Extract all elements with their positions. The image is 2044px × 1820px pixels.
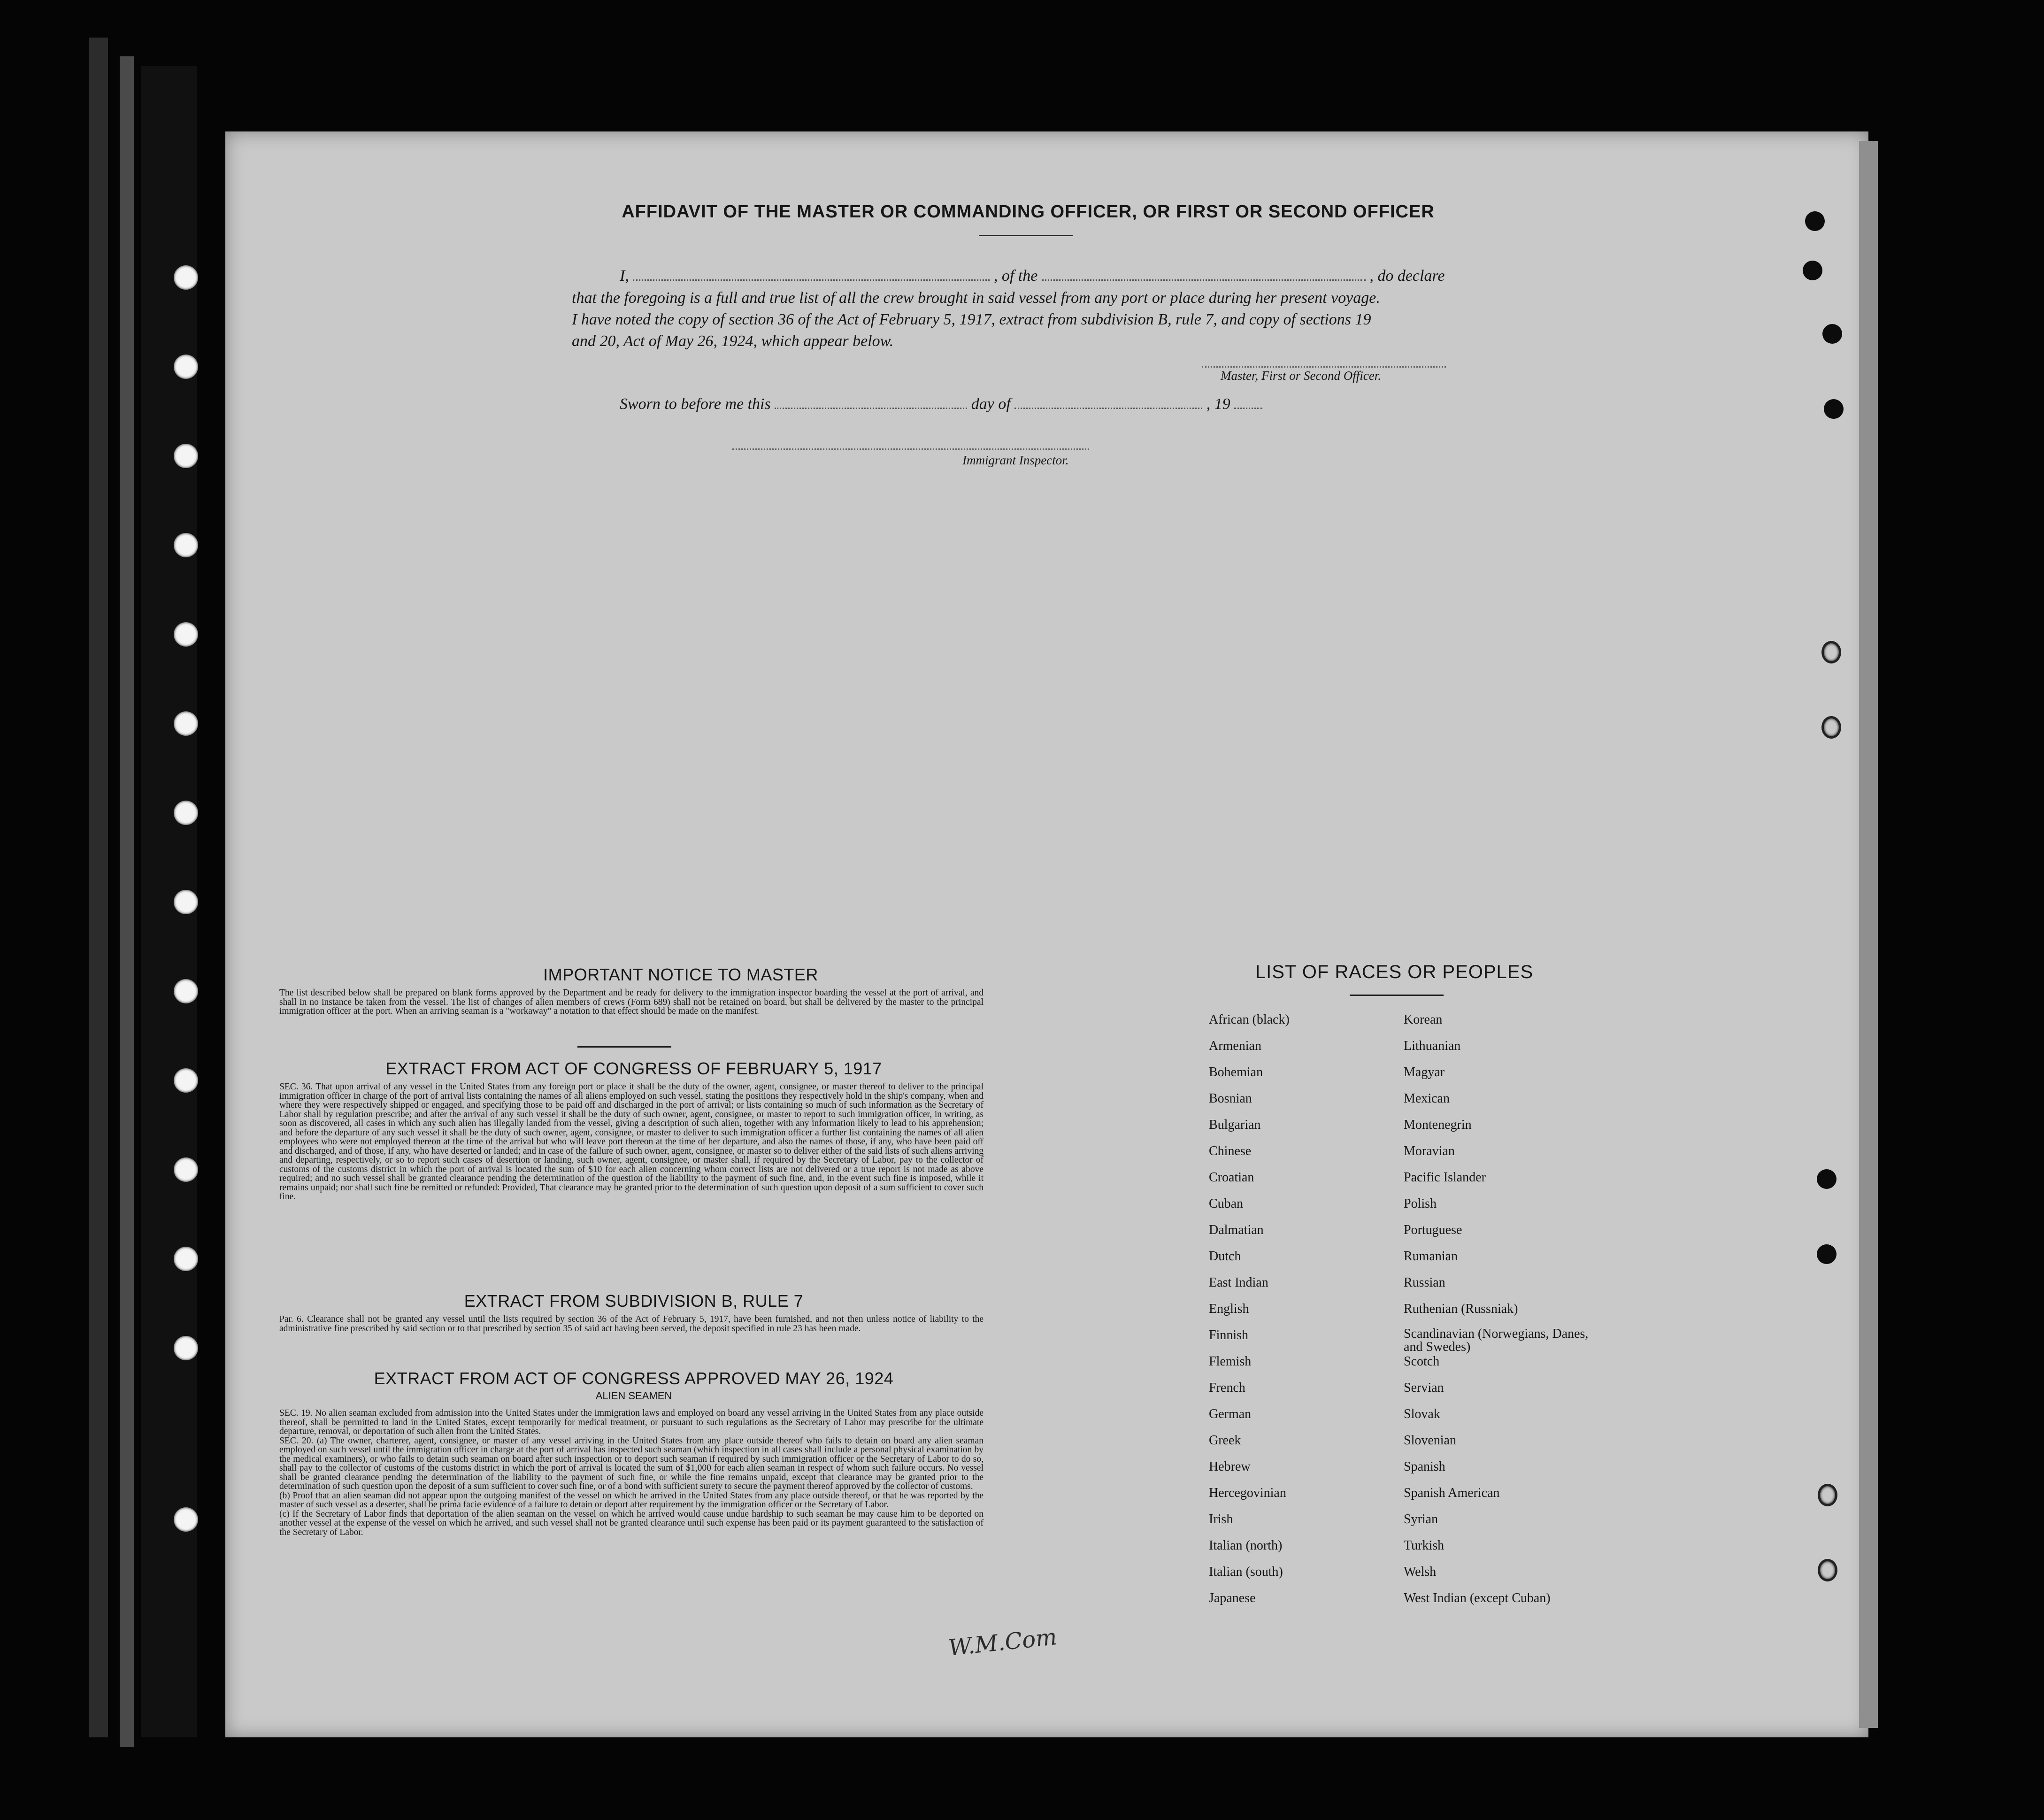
sec-20a-paragraph: SEC. 20. (a) The owner, charterer, agent, consignee, or master of any vessel arriving in the United States from any place outside thereof who fails to detain on board any alien seaman employed on such vessel until the immigration officer in charge at the port of arrival has inspected such seaman (which inspection in all cases shall include a personal physical examination by the medical examiners), or who fails to detain such seaman on board after such inspection or to deport such seaman if required by such immigration officer or the Secretary of Labor to do so, shall pay to the collector of customs of the customs district in which the port of arrival is located the sum of $1,000 for each alien seaman in respect of whom such failure occurs. No vessel shall be granted clearance pending the determination of the liability to the payment of such fine, or while the fine remains unpaid, except that clearance may be granted prior to the determination of such question upon the deposit of a sum sufficient to cover such fine, or of a bond with sufficient surety to secure the payment thereof approved by the collector of customs.: [279, 1435, 984, 1491]
affidavit-title: AFFIDAVIT OF THE MASTER OR COMMANDING OFFICER, OR FIRST OR SECOND OFFICER: [622, 202, 1435, 222]
race-item: East Indian: [1209, 1275, 1268, 1290]
act-1924-text: [279, 1409, 984, 1537]
race-item: Armenian: [1209, 1039, 1261, 1053]
race-item: Slovak: [1404, 1407, 1440, 1421]
races-divider: [1350, 995, 1444, 996]
punch-hole: [1824, 399, 1844, 419]
section-divider: [577, 1046, 671, 1048]
rule-7-title: EXTRACT FROM SUBDIVISION B, RULE 7: [464, 1291, 804, 1311]
race-item: Spanish: [1404, 1459, 1445, 1474]
inspector-caption: Immigrant Inspector.: [962, 453, 1069, 467]
year-text: , 19: [1206, 395, 1230, 413]
race-item: English: [1209, 1302, 1249, 1316]
race-item: Finnish: [1209, 1328, 1249, 1342]
race-item: West Indian (except Cuban): [1404, 1591, 1551, 1605]
binder-hole: [174, 979, 198, 1003]
declaration-i: I,: [620, 267, 629, 285]
binder-hole: [174, 265, 198, 290]
binder-hole: [174, 1507, 198, 1532]
act-1924-title: EXTRACT FROM ACT OF CONGRESS APPROVED MAY 26, 1924: [374, 1369, 894, 1388]
races-left-column: [1209, 1012, 1387, 1617]
binder-hole: [174, 622, 198, 647]
sworn-text: Sworn to before me this: [620, 395, 771, 413]
race-item: Bosnian: [1209, 1091, 1252, 1106]
punch-hole: [1822, 324, 1842, 344]
declaration-of-the: , of the: [993, 267, 1038, 285]
binder-hole: [174, 533, 198, 557]
race-item: Spanish American: [1404, 1486, 1500, 1500]
name-blank: [633, 279, 990, 281]
race-item: Croatian: [1209, 1170, 1254, 1185]
day-of-text: day of: [971, 395, 1011, 413]
title-divider: [979, 235, 1073, 236]
race-item: Rumanian: [1404, 1249, 1458, 1264]
punch-hole: [1805, 211, 1825, 231]
film-edge-left-inner: [120, 56, 134, 1747]
race-item: Montenegrin: [1404, 1118, 1472, 1132]
race-item: Korean: [1404, 1012, 1443, 1027]
punch-hole: [1818, 1559, 1837, 1581]
page-edge: [1859, 141, 1878, 1728]
race-item: Mexican: [1404, 1091, 1450, 1106]
race-item: Japanese: [1209, 1591, 1256, 1605]
declaration-body-3: and 20, Act of May 26, 1924, which appear below.: [572, 332, 894, 350]
binder-hole: [174, 890, 198, 914]
race-item: Moravian: [1404, 1144, 1455, 1158]
race-item: Italian (south): [1209, 1565, 1283, 1579]
race-item: Welsh: [1404, 1565, 1437, 1579]
race-item: Slovenian: [1404, 1433, 1456, 1448]
race-item: German: [1209, 1407, 1252, 1421]
race-item: Portuguese: [1404, 1223, 1462, 1237]
race-item: French: [1209, 1380, 1245, 1395]
declaration-body-2: I have noted the copy of section 36 of the Act of February 5, 1917, extract from subdivision B, rule 7, and copy of sections 19: [572, 311, 1371, 328]
race-item: Hebrew: [1209, 1459, 1251, 1474]
declaration-line: [620, 265, 1445, 287]
binder-hole: [174, 1068, 198, 1093]
declaration-do-declare: , do declare: [1369, 267, 1445, 285]
master-caption: Master, First or Second Officer.: [1221, 369, 1381, 383]
punch-hole: [1817, 1169, 1837, 1189]
punch-hole: [1821, 641, 1841, 663]
binder-hole: [174, 355, 198, 379]
day-blank: [775, 408, 967, 409]
declaration-body-1: that the foregoing is a full and true list of all the crew brought in said vessel from any port or place during her present voyage.: [572, 289, 1380, 307]
race-item: African (black): [1209, 1012, 1290, 1027]
binder-hole: [174, 444, 198, 468]
race-item: Chinese: [1209, 1144, 1252, 1158]
race-item: Italian (north): [1209, 1538, 1283, 1553]
sworn-line: [620, 393, 1262, 415]
race-item: Hercegovinian: [1209, 1486, 1286, 1500]
binder-hole: [174, 1247, 198, 1271]
race-item: Syrian: [1404, 1512, 1438, 1527]
race-item: Irish: [1209, 1512, 1233, 1527]
race-item: Magyar: [1404, 1065, 1445, 1080]
rule-7-text: Par. 6. Clearance shall not be granted any vessel until the lists required by section 36 of the Act of February 5, 1917, have been furnished, and not then unless notice of liability to the administrative fine prescribed by said section or to that prescribed by section 35 of said act having been served, the deposit specified in rule 23 has been made.: [279, 1314, 984, 1334]
inspector-signature-line: [732, 448, 1089, 450]
binder-hole: [174, 1336, 198, 1360]
races-title: LIST OF RACES OR PEOPLES: [1255, 962, 1534, 982]
race-item: Ruthenian (Russniak): [1404, 1302, 1518, 1316]
vessel-blank: [1042, 279, 1366, 281]
race-item: Dutch: [1209, 1249, 1241, 1264]
punch-hole: [1818, 1484, 1837, 1506]
act-1917-title: EXTRACT FROM ACT OF CONGRESS OF FEBRUARY 5, 1917: [385, 1059, 882, 1078]
act-1917-text: SEC. 36. That upon arrival of any vessel in the United States from any foreign port or place it shall be the duty of the owner, agent, consignee, or master thereof to deliver to the principal immigration officer in charge of the port of arrival lists containing the names of all aliens employed on such vessel, stating the positions they respectively hold in the ship's company, when and where they were respectively shipped or engaged, and specifying those to be paid off and discharged in the port of arrival; or lists containing so much of such information as the Secretary of Labor shall by regulation prescribe; and after the arrival of any such vessel it shall be the duty of such owner, agent, consignee, or master to report to such immigration officer, in writing, as soon as discovered, all cases in which any such alien has illegally landed from the vessel, giving a description of such alien, together with any information likely to lead to his apprehension; and before the departure of any such vessel it shall be the duty of such owner, agent, consignee, or master to deliver to such immigration officer a further list containing the names of all alien employees who were not employed thereon at the time of the arrival but who will leave port thereon at the time of her departure, and also the names of those, if any, who have been paid off and discharged, and of those, if any, who have deserted or landed; and in case of the failure of such owner, agent, consignee, or master so to deliver either of the said lists of such aliens arriving and departing, respectively, or so to report such cases of desertion or landing, such owner, agent, consignee, or master shall, if required by the Secretary of Labor, pay to the collector of customs of the customs district in which the port of arrival is located the sum of $10 for each alien concerning whom correct lists are not delivered or a true report is not made as above required; and no such vessel shall be granted clearance pending the determination of the question of the liability to the payment of such fine, and, in the event such fine is imposed, while it remains unpaid; nor shall such fine be remitted or refunded: Provided, That clearance may be granted prior to the determination of such question upon deposit of a sum sufficient to cover such fine.: [279, 1082, 984, 1202]
races-right-column: [1404, 1012, 1601, 1617]
notice-text: The list described below shall be prepared on blank forms approved by the Department and be ready for delivery to the immigration inspector boarding the vessel at the port of arrival, and shall in no instance be taken from the vessel. The list of changes of alien members of crews (Form 689) shall not be retained on board, but shall be delivered by the master to the principal immigration officer at the port. When an arriving seaman is a "workaway" a notation to that effect should be made on the manifest.: [279, 988, 984, 1016]
master-signature-line: [1202, 366, 1446, 368]
race-item: Flemish: [1209, 1354, 1252, 1369]
punch-hole: [1803, 261, 1822, 280]
race-item: Polish: [1404, 1196, 1437, 1211]
race-item: Scandinavian (Norwegians, Danes, and Swedes): [1404, 1326, 1589, 1354]
binder-hole: [174, 711, 198, 736]
binder-hole: [174, 801, 198, 825]
race-item: Greek: [1209, 1433, 1241, 1448]
punch-hole: [1821, 716, 1841, 739]
handwritten-note: W.M.Com: [947, 1624, 1059, 1661]
year-blank: [1234, 408, 1262, 409]
sec-19-paragraph: SEC. 19. No alien seaman excluded from admission into the United States under the immigration laws and employed on board any vessel arriving in the United States from any place outside thereof, shall be permitted to land in the United States, except temporarily for medical treatment, or pursuant to such regulations as the Secretary of Labor may prescribe for the ultimate departure, removal, or deportation of such alien from the United States.: [279, 1408, 984, 1436]
act-1924-subtitle: ALIEN SEAMEN: [595, 1390, 672, 1402]
race-item: Turkish: [1404, 1538, 1445, 1553]
punch-hole: [1817, 1244, 1837, 1264]
sec-20c-paragraph: (c) If the Secretary of Labor finds that deportation of the alien seaman on the vessel on which he arrived would cause undue hardship to such seaman he may cause him to be deported on another vessel at the expense of the vessel on which he arrived, and such vessel shall not be granted clearance until such expense has been paid or its payment guaranteed to the satisfaction of the Secretary of Labor.: [279, 1509, 984, 1537]
race-item: Bohemian: [1209, 1065, 1263, 1080]
sec-20b-paragraph: (b) Proof that an alien seaman did not appear upon the outgoing manifest of the vessel on which he arrived in the United States from any place outside thereof, or that he was reported by the master of such vessel as a deserter, shall be prima facie evidence of a failure to detain or deport after requirement by the immigration officer or the Secretary of Labor.: [279, 1490, 984, 1510]
race-item: Bulgarian: [1209, 1118, 1261, 1132]
race-item: Scotch: [1404, 1354, 1440, 1369]
race-item: Cuban: [1209, 1196, 1244, 1211]
race-item: Dalmatian: [1209, 1223, 1264, 1237]
race-item: Lithuanian: [1404, 1039, 1461, 1053]
month-blank: [1014, 408, 1202, 409]
film-edge-left: [89, 38, 108, 1737]
race-item: Pacific Islander: [1404, 1170, 1486, 1185]
notice-title: IMPORTANT NOTICE TO MASTER: [543, 965, 818, 984]
race-item: Russian: [1404, 1275, 1445, 1290]
binder-hole: [174, 1157, 198, 1182]
race-item: Servian: [1404, 1380, 1444, 1395]
